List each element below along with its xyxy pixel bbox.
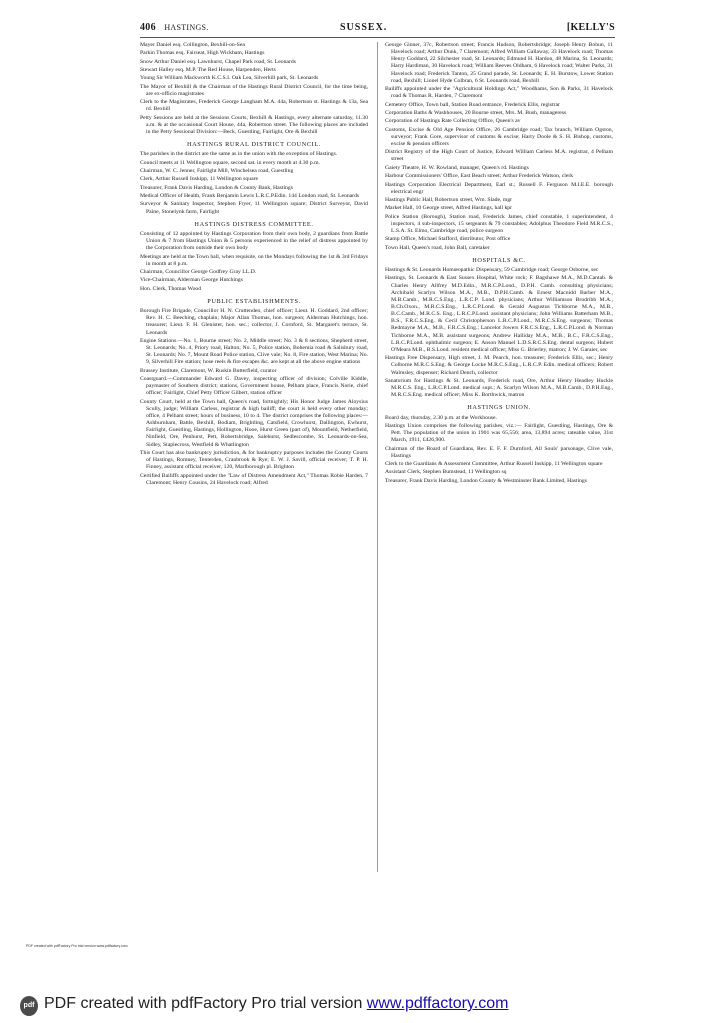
directory-entry: Clerk to the Magistrates, Frederick George Langham M.A. 44a, Robertson st. Hastings & 13a, Sea rd. Bexhill — [140, 99, 368, 113]
directory-entry: Town Hall, Queen's road, John Ball, caretaker — [385, 244, 490, 251]
directory-entry: Chairman, W. C. Jenner, Fairlight Mill, Winchelsea road, Guestling — [140, 168, 294, 175]
directory-entry: Chairman of the Board of Guardians, Rev. E. F. F. Durnford, All Souls' parsonage, Clive vale, Hastings — [385, 445, 613, 459]
directory-entry: Board day, thursday, 2.30 p.m. at the Workhouse. — [385, 414, 497, 421]
directory-entry: Cemetery Office, Town hall, Station Road entrance, Frederick Ellis, registrar — [385, 101, 560, 108]
directory-entry: Clerk to the Guardians & Assessment Committee, Arthur Russell Inskipp, 11 Wellington square — [385, 461, 603, 468]
directory-entry: Hastings Corporation Electrical Department, Earl st.; Russell F. Ferguson M.I.E.E. borough electrical engr — [385, 181, 613, 195]
directory-entry: Sanatorium for Hastings & St. Leonards, Frederick road, Ore, Arthur Henry Headley Huckle M.R.C.S. Eng., L.R.C.P.Lond. medical supt.; A. Scarlyn Wilson M.A., M.B.Camb., D.P.H.Eng., M.R.C.S.Eng. medical officer; Miss K. Borthwick, matron — [385, 377, 613, 399]
pdffactory-link[interactable]: www.pdffactory.com — [366, 995, 509, 1012]
directory-entry: Treasurer, Frank Davis Harding, London County & Westminster Bank Limited, Hastings — [385, 477, 587, 484]
directory-label: [KELLY'S — [566, 22, 615, 33]
directory-entry: Surveyor & Sanitary Inspector, Stephen Fryer, 11 Wellington square; District Surveyor, David Paine, Stonelynk farm, Fairlight — [140, 201, 368, 215]
directory-entry: Customs, Excise & Old Age Pension Office, 26 Cambridge road; Tax branch, William Ogston, surveyor; Frank Gore, supervisor of customs & excise; Harry Doole & S. H. Bishop, customs, excise & pension officers — [385, 126, 613, 147]
directory-entry: Vice-Chairman, Alderman George Hutchings — [140, 277, 243, 284]
header-rule — [140, 37, 615, 38]
directory-entry: Corporation Baths & Washhouses, 20 Bourne street, Mrs. M. Bush, manageress — [385, 109, 567, 116]
directory-entry: Hastings Public Hall, Robertson street, Wm. Slade, mgr — [385, 197, 513, 203]
directory-entry: Brassey Institute, Claremont, W. Ruskin Butterfield, curator — [140, 367, 277, 374]
directory-entry: Corporation of Hastings Rate Collecting Office, Queen's av — [385, 118, 521, 125]
directory-entry: Hastings, St. Leonards & East Sussex Hospital, White rock; F. Bagshawe M.A., M.D.Cantab. & Charles Henry Allfrey M.D.Edin., M.R.C.P.Lond., D.P.H. Camb. consulting physicians; Archibald Scarlyn Wilson M.A., M.B., D.P.H.Camb. & Ernest Macnidd Barber M.A., M.B.Camb., M.R.C.S.Eng., L.R.C.P. Lond. physicians; Arthur Williamson Brodribb M.A., B.Ch.Oxon., M.R.C.S.Eng., L.R.C.P.Lond. & Gerald Augustus Tichborne M.A., M.B., B.C.Camb., M.R.C.S. Eng., L.R.C.P.Lond. assistant physicians; John Williams Batterham M.B., B.S., F.R.C.S.Eng. & Cecil Christopherson L.R.C.P.Lond., M.R.C.S.Eng. surgeons; Thomas Redmayne M.A., M.B., F.R.C.S.Eng.; Lancelot Jowers F.R.C.S.Eng., L.R.C.P.Lond. & Norman Tichborne M.A., M.B. assistant surgeons; Andrew Halliday M.A., M.B., B.C., F.R.C.S.Eng., L.R.C.P.Lond. ophthalmic surgeon; E. Anson Manuel L.D.S.R.C.S.Eng. dental surgeon; Hubert O'Meara M.B., B.S.Lond. resident medical officer; Miss G. Brierley, matron; J. W. Garaier, sec — [385, 275, 613, 353]
directory-entry: Petty Sessions are held at the Sessions Courts, Bexhill & Hastings, every alternate saturday, 11.30 a.m. & at the occasional Court House, 44a, Robertson street. The following places are included in the Petty Sessional Division:—Beck, Guestling, Fairlight, Ore & Bexhill — [140, 114, 368, 136]
directory-entry: Engine Stations.—No. 1, Bourne street; No. 2, Middle street; No. 3 & 8 sections, Shepherd street, St. Leonards; No. 4, Priory road, Halton; No. 5, Police station, Bohemia road & Salisbury road, St. Leonards; No. 7, Mount Road Police station, Clive vale; No. 8, Fire station, West Marina; No. 9, Silverhill Fire station; hose reels & fire escapes &c. are kept at all the above engine stations — [140, 337, 368, 366]
directory-entry: Clerk, Arthur Russell Inskipp, 11 Wellington square — [140, 176, 259, 183]
page-header — [140, 22, 615, 36]
tiny-watermark: PDF created with pdfFactory Pro trial version www.pdffactory.com — [26, 944, 128, 948]
directory-entry: Chairman, Councillor George Godfrey Gray LL.D. — [140, 269, 257, 276]
pdf-footer — [0, 990, 723, 1020]
directory-entry: Police Station (Borough), Station road, Frederick James, chief constable, 1 superintendent, 4 inspectors, 4 sub-inspectors, 15 sergeants & 79 constables; Adolphus Theodore Field M.R.C.S., L.S.A. St. Elmo, Cambridge road, police surgeon — [385, 213, 613, 234]
directory-entry: Bailiffs appointed under the "Agricultural Holdings Act," Woodhams, Son & Parks, 31 Havelock road & Thomas R. Harden, 7 Claremont — [385, 86, 613, 100]
page-title: SUSSEX. — [340, 22, 388, 33]
directory-entry: Harbour Commissioners' Office, East Beach street; Arthur Frederick Watson, clerk — [385, 173, 574, 180]
section-heading: HOSPITALS &C. — [472, 256, 526, 264]
directory-entry: Market Hall, 10 George street, Alfred Hastings, hall kpr — [385, 205, 513, 212]
directory-entry: Hon. Clerk, Thomas Wood — [140, 285, 202, 292]
directory-entry: Borough Fire Brigade, Councillor H. N. Cruttenden, chief officer; Lieut. H. Goddard, 2nd officer; Rev. H. C. Beeching, chaplain; Major Allan Thomas, hon. surgeon; Alderman Hutchings, hon. treasurer; Lieut. F. H. Glenister, hon. sec.; collector, J. Cornford, St. Margaret's terrace, St. Leonards — [140, 308, 368, 336]
directory-entry: Stamp Office, Michael Stafford, distributor, Post office — [385, 236, 511, 243]
directory-entry: Hastings Free Dispensary, High street, J. M. Pearch, hon. treasurer; Frederick Ellis, sec.; Henry Colborne M.R.C.S.Eng. & George Locke M.R.C.S.Eng., L.R.C.P. Edin. medical officers; Robert Walmsley, dispenser; Richard Dench, collector — [385, 355, 613, 376]
directory-entry: Snow Arthur Daniel esq. Lawnhurst, Chapel Park road, St. Leonards — [140, 58, 296, 65]
directory-entry: Young Sir William Mackworth K.C.S.I. Oak Lea, Silverhill park, St. Leonards — [140, 75, 319, 82]
directory-entry: District Registry of the High Court of Justice, Edward William Carless M.A. registrar, 4 Pelham street — [385, 149, 613, 163]
pdf-icon: pdf — [20, 996, 38, 1016]
section-heading: HASTINGS UNION. — [467, 404, 531, 412]
footer-text — [44, 995, 508, 1013]
directory-entry: The parishes in the district are the same as in the union with the exception of Hastings. — [140, 151, 338, 158]
directory-entry: Treasurer, Frank Davis Harding, London & County Bank, Hastings — [140, 184, 293, 191]
page-number: 406 HASTINGS. — [140, 22, 209, 33]
directory-entry: George Ginner, 37c, Robertson street; Francis Hudson, Robertsbridge; Joseph Henry Bohun, 11 Havelock road; Arthur Dunk, 7 Claremont; Alfred William Gallaway, 33 Havelock road; Thomas Henry Goddard, 22 Silchester road, St. Leonards; Edmund H. Hardon, 48 Marina, St. Leonards; Harry Hardiman, 30 Havelock road; William Reeves Oldham, 6 Havelock road; Walter Parks, 31 Havelock road; Frederick Tanton, 25 Grand parade, St. Leonards; E. H. Burstow, Lower Station road, Bexhill; Lionel Hyde Colbran, 6 St. Leonards road, Bexhill — [385, 42, 613, 84]
section-heading: HASTINGS DISTRESS COMMITTEE. — [194, 220, 314, 228]
directory-entry: Certified Bailiffs appointed under the "Law of Distress Amendment Act," Thomas Robie Harden, 7 Claremont; Henry Cousins, 24 Havelock road; Alfred — [140, 472, 368, 486]
directory-entry: Stewart Halley esq. M.P. The Red House, Harpenden, Herts — [140, 67, 276, 74]
left-column — [140, 42, 368, 488]
directory-entry: County Court, held at the Town hall, Queen's road, fortnightly; His Honor Judge James Aloysius Scully, judge; William Carless, registrar & high bailiff; the court is held every other monday; office, 4 Pelham street; hours of business, 10 to 4. The district comprises the following places:—Ashburnham, Battle, Bexhill, Bodiam, Brightling, Catsfield, Crowhurst, Dallington, Ewhurst, Fairlight, Guestling, Hastings, Hollington, Hooe, Hurst Green (part of), Mountfield, Netherfield, Ninfield, Ore, Penhurst, Pett, Robertsbridge, Salehurst, Sedlescombe, St. Leonards-on-Sea, Sidley, Staplecross, Westfield & Whatlington — [140, 398, 368, 448]
directory-entry: The Mayor of Bexhill & the Chairman of the Hastings Rural District Council, for the time being, are ex-officio magistrates — [140, 83, 368, 97]
section-heading: PUBLIC ESTABLISHMENTS. — [207, 297, 301, 305]
right-column — [385, 42, 613, 486]
directory-entry: Assistant Clerk, Stephen Bumstead, 11 Wellington sq — [385, 469, 507, 476]
footer-label: PDF created with pdfFactory Pro trial version — [44, 995, 367, 1012]
directory-entry: Coastguard.—Commander Edward G. Davey, inspecting officer of division; Colville Kiddle, paymaster of Southern district; stations, Government house, Pelham place, Francis Norie, chief officer; Fairlight, Chief Petty Officer Gilbert, station officer — [140, 376, 368, 397]
directory-entry: Gaiety Theatre, H. W. Rowland, manager, Queen's rd. Hastings — [385, 164, 529, 171]
directory-entry: Hastings & St. Leonards Homœopathic Dispensary, 59 Cambridge road; George Osborne, sec — [385, 267, 599, 273]
directory-entry: This Court has also bankruptcy jurisdiction, & for bankruptcy purposes includes the County Courts of Hastings, Romney, Tenterden, Cranbrook & Rye; E. W. J. Savill, official receiver; T. P. H. Finney, assistant official receiver, 120, Marlborough pl. Brighton — [140, 449, 368, 471]
directory-entry: Meetings are held at the Town hall, when requisite, on the Mondays following the 1st & 3rd Fridays in month at 8 p.m. — [140, 253, 368, 267]
directory-entry: Mayer Daniel esq. Collington, Bexhill-on-Sea — [140, 42, 245, 48]
directory-entry: Hastings Union comprises the following parishes, viz.:— Fairlight, Guestling, Hastings, Ore & Pett. The population of the union in 1901 was 65,556; area, 13,894 acres; rateable value, 31st March, 1911, £426,900. — [385, 422, 613, 444]
directory-entry: Consisting of 12 appointed by Hastings Corporation from their own body, 2 guardians from Battle Union & 7 from Hastings Union & 5 persons experienced in the relief of distress appointed by the Corporation from outside their own body — [140, 230, 368, 252]
section-heading: HASTINGS RURAL DISTRICT COUNCIL. — [187, 141, 321, 149]
directory-entry: Parkin Thomas esq. Fairseat, High Wickham, Hastings — [140, 50, 265, 57]
column-divider — [377, 42, 378, 872]
directory-entry: Medical Officer of Health, Frank Benjamin Lewis L.R.C.P.Edin. 144 London road, St. Leonards — [140, 193, 360, 200]
directory-entry: Council meets at 11 Wellington square, second sat. in every month at 4.30 p.m. — [140, 159, 320, 166]
